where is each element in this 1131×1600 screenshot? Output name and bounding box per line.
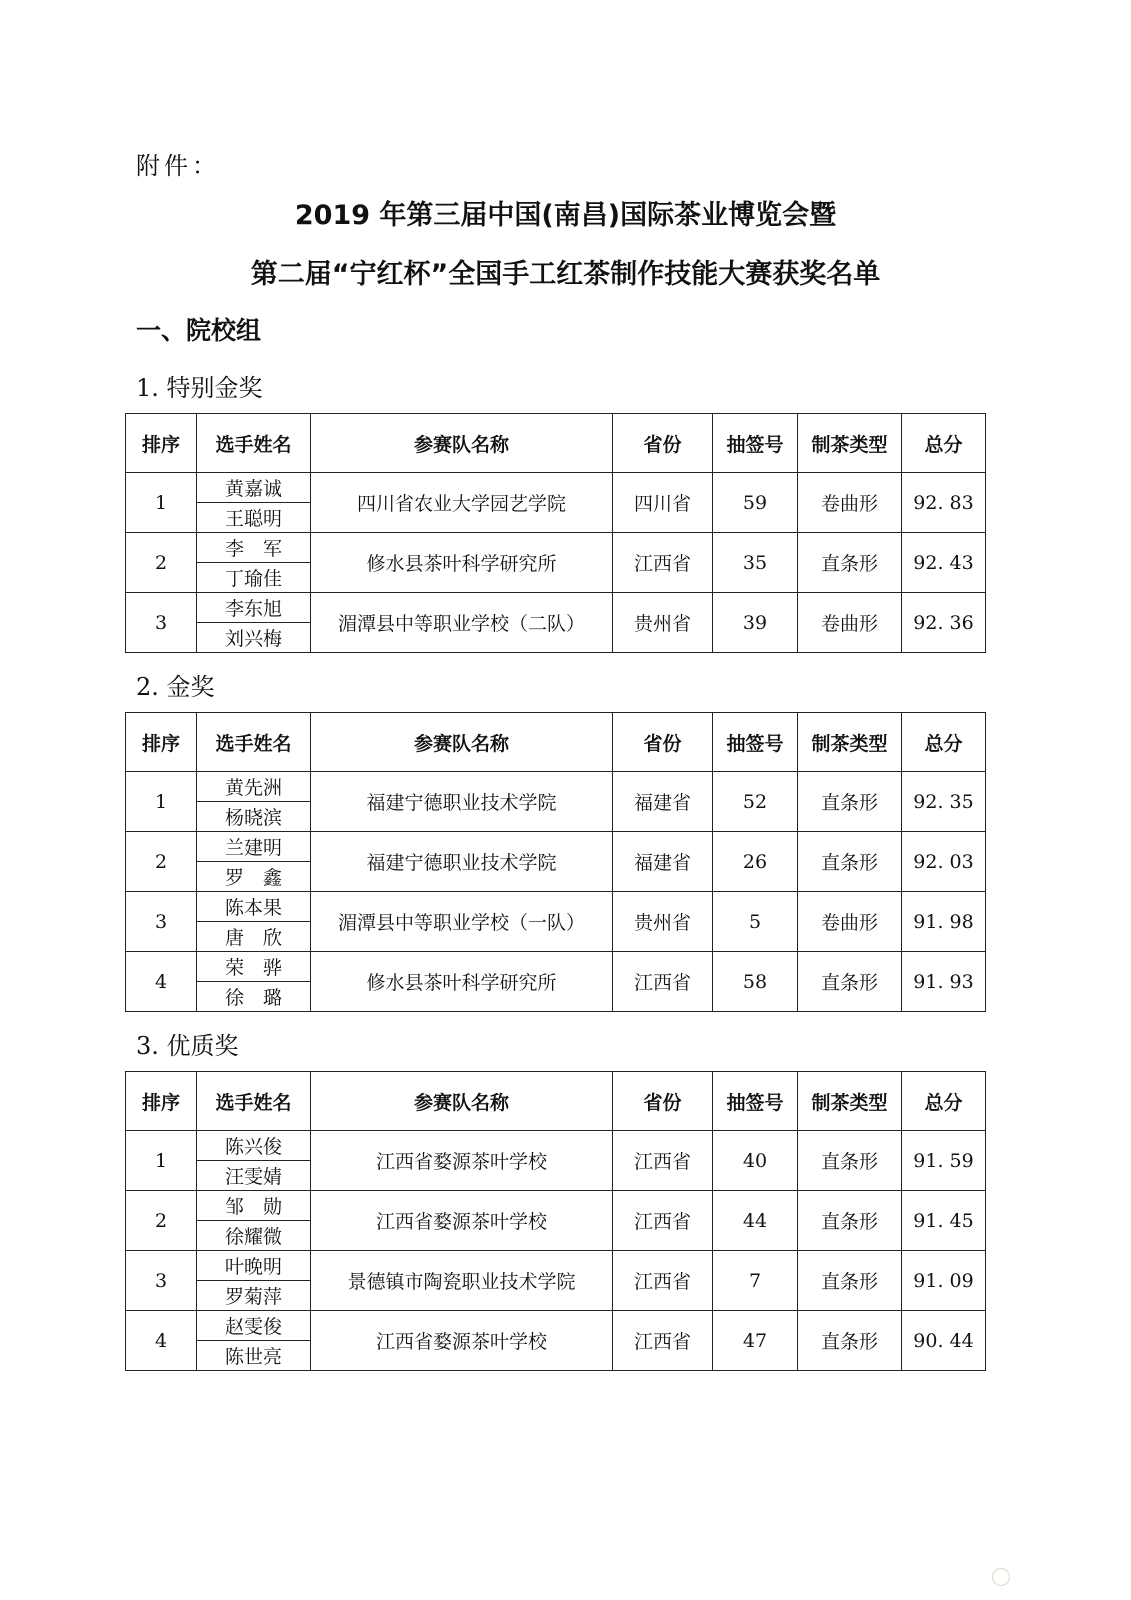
tea-type-cell: 卷曲形 — [798, 593, 902, 653]
draw-number-cell: 5 — [713, 892, 798, 952]
score-cell: 91. 45 — [902, 1191, 986, 1251]
draw-number-cell: 7 — [713, 1251, 798, 1311]
col-type-header: 制茶类型 — [798, 414, 902, 473]
col-team-header: 参赛队名称 — [311, 1072, 613, 1131]
province-cell: 四川省 — [613, 473, 713, 533]
player-name-cell: 陈世亮 — [197, 1341, 311, 1371]
rank-cell: 3 — [126, 1251, 197, 1311]
col-province-header: 省份 — [613, 414, 713, 473]
team-cell: 四川省农业大学园艺学院 — [311, 473, 613, 533]
score-cell: 91. 93 — [902, 952, 986, 1012]
table-row — [126, 1131, 986, 1161]
score-cell: 92. 03 — [902, 832, 986, 892]
table-row — [126, 832, 986, 862]
col-name-header: 选手姓名 — [197, 1072, 311, 1131]
tea-type-cell: 直条形 — [798, 1131, 902, 1191]
draw-number-cell: 39 — [713, 593, 798, 653]
col-team-header: 参赛队名称 — [311, 414, 613, 473]
player-name-cell: 邹 勋 — [197, 1191, 311, 1221]
team-cell: 江西省婺源茶叶学校 — [311, 1311, 613, 1371]
table-header-row — [126, 414, 986, 473]
player-name-cell: 刘兴梅 — [197, 623, 311, 653]
team-cell: 景德镇市陶瓷职业技术学院 — [311, 1251, 613, 1311]
rank-cell: 4 — [126, 1311, 197, 1371]
player-name-cell: 徐耀微 — [197, 1221, 311, 1251]
player-name-cell: 兰建明 — [197, 832, 311, 862]
draw-number-cell: 44 — [713, 1191, 798, 1251]
score-cell: 91. 98 — [902, 892, 986, 952]
attachment-label: 附件： — [136, 152, 220, 180]
draw-number-cell: 26 — [713, 832, 798, 892]
player-name-cell: 荣 骅 — [197, 952, 311, 982]
table-row — [126, 533, 986, 563]
score-cell: 92. 83 — [902, 473, 986, 533]
rank-cell: 1 — [126, 772, 197, 832]
table-header-row — [126, 1072, 986, 1131]
score-cell: 92. 35 — [902, 772, 986, 832]
section-title: 一、院校组 — [136, 316, 262, 345]
col-score-header: 总分 — [902, 1072, 986, 1131]
draw-number-cell: 58 — [713, 952, 798, 1012]
document-title-line-2: 第二届“宁红杯”全国手工红茶制作技能大赛获奖名单 — [250, 259, 881, 290]
player-name-cell: 黄嘉诚 — [197, 473, 311, 503]
score-cell: 91. 59 — [902, 1131, 986, 1191]
player-name-cell: 丁瑜佳 — [197, 563, 311, 593]
player-name-cell: 杨晓滨 — [197, 802, 311, 832]
award-table-gold — [125, 712, 986, 1012]
group-heading-special-gold: 1. 特别金奖 — [136, 374, 263, 402]
tea-type-cell: 直条形 — [798, 772, 902, 832]
draw-number-cell: 35 — [713, 533, 798, 593]
player-name-cell: 赵雯俊 — [197, 1311, 311, 1341]
score-cell: 92. 36 — [902, 593, 986, 653]
table-header-row — [126, 713, 986, 772]
award-table-special-gold — [125, 413, 986, 653]
province-cell: 江西省 — [613, 1131, 713, 1191]
col-score-header: 总分 — [902, 713, 986, 772]
group-heading-quality: 3. 优质奖 — [136, 1032, 239, 1060]
tea-type-cell: 直条形 — [798, 832, 902, 892]
province-cell: 贵州省 — [613, 892, 713, 952]
col-province-header: 省份 — [613, 713, 713, 772]
rank-cell: 2 — [126, 832, 197, 892]
province-cell: 江西省 — [613, 952, 713, 1012]
province-cell: 贵州省 — [613, 593, 713, 653]
player-name-cell: 徐 璐 — [197, 982, 311, 1012]
tea-type-cell: 直条形 — [798, 952, 902, 1012]
col-type-header: 制茶类型 — [798, 713, 902, 772]
player-name-cell: 罗菊萍 — [197, 1281, 311, 1311]
draw-number-cell: 52 — [713, 772, 798, 832]
tea-type-cell: 卷曲形 — [798, 892, 902, 952]
col-province-header: 省份 — [613, 1072, 713, 1131]
col-name-header: 选手姓名 — [197, 414, 311, 473]
province-cell: 江西省 — [613, 533, 713, 593]
col-team-header: 参赛队名称 — [311, 713, 613, 772]
province-cell: 江西省 — [613, 1311, 713, 1371]
col-name-header: 选手姓名 — [197, 713, 311, 772]
col-score-header: 总分 — [902, 414, 986, 473]
col-rank-header: 排序 — [126, 713, 197, 772]
province-cell: 福建省 — [613, 832, 713, 892]
province-cell: 江西省 — [613, 1251, 713, 1311]
team-cell: 福建宁德职业技术学院 — [311, 772, 613, 832]
col-rank-header: 排序 — [126, 414, 197, 473]
table-row — [126, 892, 986, 922]
score-cell: 90. 44 — [902, 1311, 986, 1371]
col-rank-header: 排序 — [126, 1072, 197, 1131]
draw-number-cell: 59 — [713, 473, 798, 533]
rank-cell: 4 — [126, 952, 197, 1012]
rank-cell: 3 — [126, 892, 197, 952]
draw-number-cell: 40 — [713, 1131, 798, 1191]
table-row — [126, 952, 986, 982]
col-draw-header: 抽签号 — [713, 713, 798, 772]
team-cell: 江西省婺源茶叶学校 — [311, 1191, 613, 1251]
award-table-quality — [125, 1071, 986, 1371]
group-heading-gold: 2. 金奖 — [136, 673, 215, 701]
player-name-cell: 罗 鑫 — [197, 862, 311, 892]
province-cell: 福建省 — [613, 772, 713, 832]
table-row — [126, 1191, 986, 1221]
tea-type-cell: 直条形 — [798, 533, 902, 593]
rank-cell: 1 — [126, 473, 197, 533]
rank-cell: 1 — [126, 1131, 197, 1191]
player-name-cell: 唐 欣 — [197, 922, 311, 952]
table-row — [126, 1251, 986, 1281]
document-title-line-1: 2019 年第三届中国(南昌)国际茶业博览会暨 — [294, 200, 837, 231]
table-row — [126, 1311, 986, 1341]
province-cell: 江西省 — [613, 1191, 713, 1251]
rank-cell: 2 — [126, 1191, 197, 1251]
team-cell: 江西省婺源茶叶学校 — [311, 1131, 613, 1191]
table-row — [126, 473, 986, 503]
tea-type-cell: 直条形 — [798, 1251, 902, 1311]
tea-type-cell: 卷曲形 — [798, 473, 902, 533]
player-name-cell: 李东旭 — [197, 593, 311, 623]
score-cell: 92. 43 — [902, 533, 986, 593]
table-row — [126, 593, 986, 623]
team-cell: 修水县茶叶科学研究所 — [311, 533, 613, 593]
tea-type-cell: 直条形 — [798, 1191, 902, 1251]
player-name-cell: 叶晚明 — [197, 1251, 311, 1281]
score-cell: 91. 09 — [902, 1251, 986, 1311]
player-name-cell: 黄先洲 — [197, 772, 311, 802]
team-cell: 修水县茶叶科学研究所 — [311, 952, 613, 1012]
col-draw-header: 抽签号 — [713, 1072, 798, 1131]
col-draw-header: 抽签号 — [713, 414, 798, 473]
rank-cell: 3 — [126, 593, 197, 653]
team-cell: 湄潭县中等职业学校（二队） — [311, 593, 613, 653]
player-name-cell: 汪雯婧 — [197, 1161, 311, 1191]
player-name-cell: 陈本果 — [197, 892, 311, 922]
team-cell: 湄潭县中等职业学校（一队） — [311, 892, 613, 952]
draw-number-cell: 47 — [713, 1311, 798, 1371]
tea-type-cell: 直条形 — [798, 1311, 902, 1371]
watermark-icon — [992, 1568, 1010, 1586]
player-name-cell: 王聪明 — [197, 503, 311, 533]
rank-cell: 2 — [126, 533, 197, 593]
player-name-cell: 李 军 — [197, 533, 311, 563]
table-row — [126, 772, 986, 802]
col-type-header: 制茶类型 — [798, 1072, 902, 1131]
player-name-cell: 陈兴俊 — [197, 1131, 311, 1161]
team-cell: 福建宁德职业技术学院 — [311, 832, 613, 892]
